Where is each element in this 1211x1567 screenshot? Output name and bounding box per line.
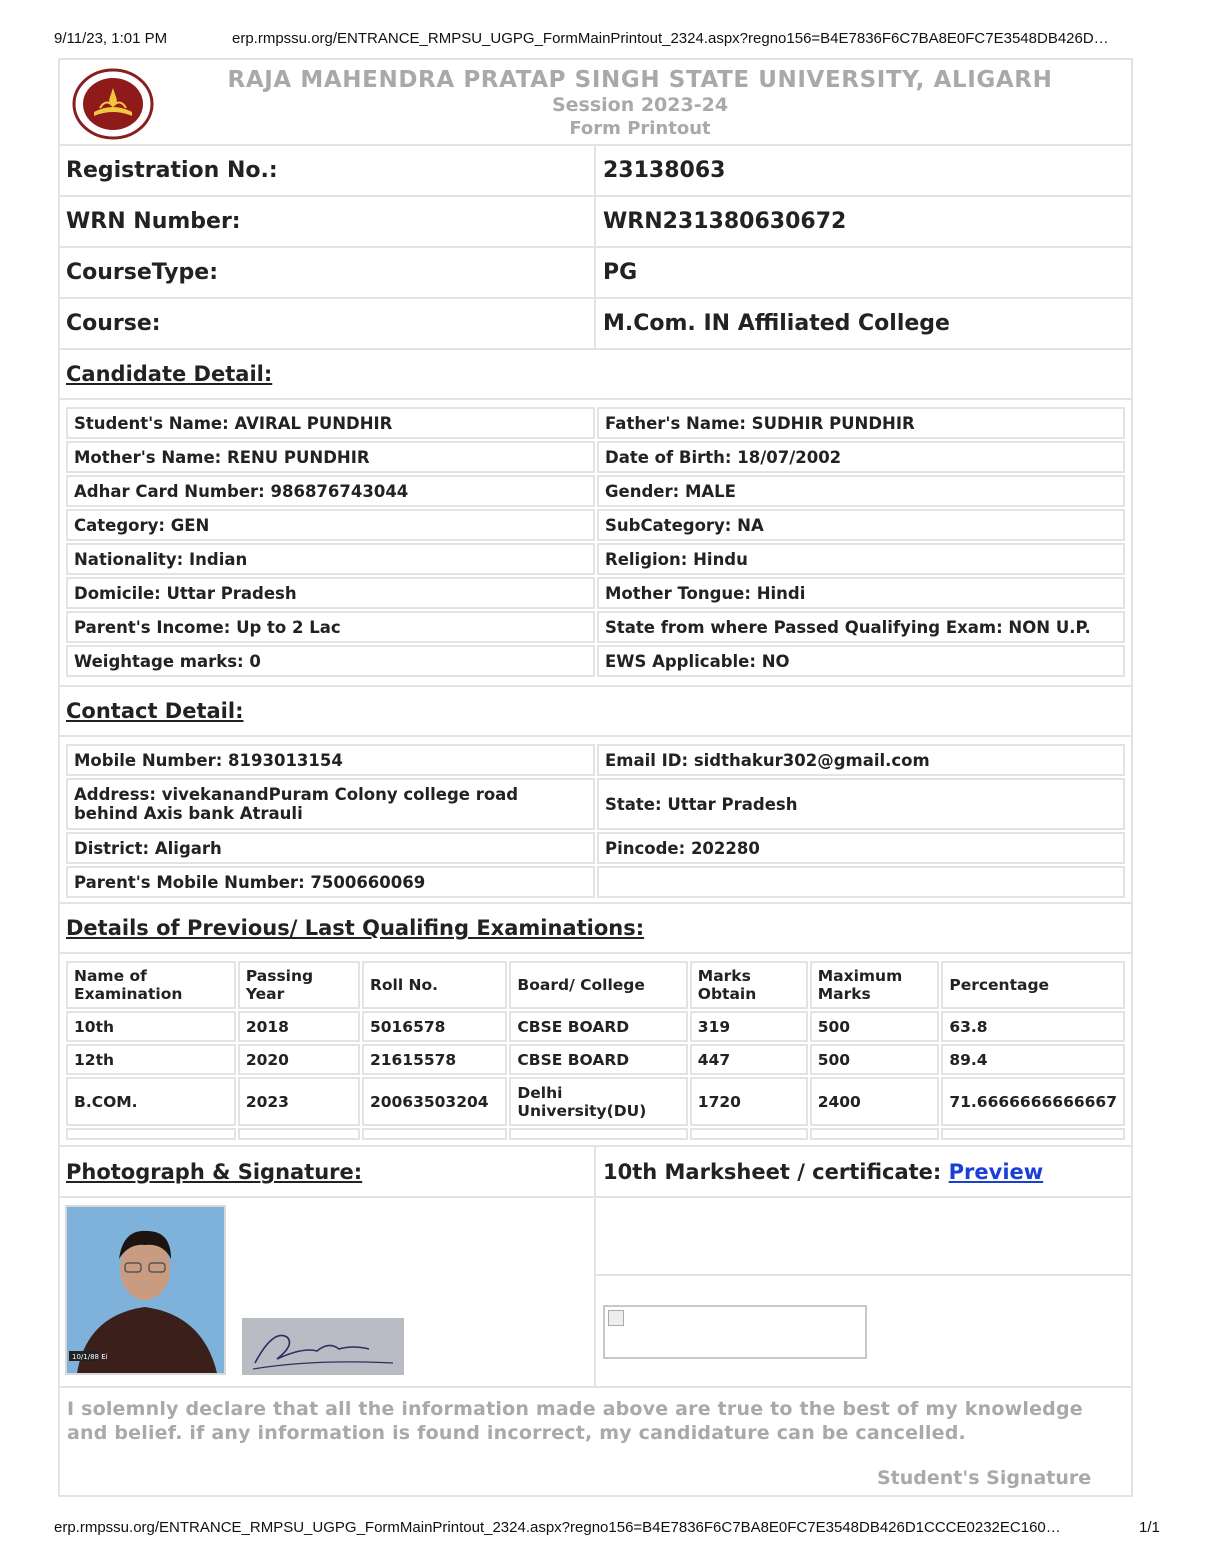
col-maximum-marks: Maximum Marks	[810, 961, 940, 1009]
student-name: Student's Name: AVIRAL PUNDHIR	[66, 407, 595, 439]
passing-year: 2023	[238, 1077, 360, 1126]
table-row	[66, 645, 1125, 677]
course-type-row	[60, 248, 1131, 299]
print-timestamp: 9/11/23, 1:01 PM	[54, 30, 168, 47]
exams-section-title: Details of Previous/ Last Qualifing Examinations:	[66, 916, 645, 940]
candidate-photo	[65, 1205, 226, 1375]
signature-icon	[243, 1319, 403, 1374]
roll-no: 20063503204	[362, 1077, 507, 1126]
mother-name: Mother's Name: RENU PUNDHIR	[66, 441, 595, 473]
mother-tongue: Mother Tongue: Hindi	[597, 577, 1125, 609]
table-row	[66, 1077, 1125, 1126]
father-name: Father's Name: SUDHIR PUNDHIR	[597, 407, 1125, 439]
wrn-value: WRN231380630672	[603, 209, 847, 234]
preview-link[interactable]: Preview	[948, 1160, 1044, 1184]
university-name: RAJA MAHENDRA PRATAP SINGH STATE UNIVERSITY, ALIGARH	[227, 67, 1053, 93]
contact-section-title: Contact Detail:	[66, 699, 244, 723]
passing-year: 2018	[238, 1011, 360, 1042]
photo-caption: 10/1/88 Ei	[72, 1353, 108, 1361]
subcategory: SubCategory: NA	[597, 509, 1125, 541]
marks-obtain: 319	[690, 1011, 808, 1042]
marksheet-label: 10th Marksheet / certificate:	[603, 1160, 942, 1184]
empty-cell	[690, 1128, 808, 1140]
parent-income: Parent's Income: Up to 2 Lac	[66, 611, 595, 643]
col-passing-year: Passing Year	[238, 961, 360, 1009]
board: CBSE BOARD	[509, 1011, 687, 1042]
table-header-row	[66, 961, 1125, 1009]
course-row	[60, 299, 1131, 350]
candidate-section-header	[60, 350, 1131, 400]
ews-applicable: EWS Applicable: NO	[597, 645, 1125, 677]
table-row	[66, 1011, 1125, 1042]
course-type-label: CourseType:	[60, 248, 596, 297]
photo-title-cell	[60, 1147, 596, 1196]
empty-cell	[941, 1128, 1125, 1140]
table-row	[66, 475, 1125, 507]
col-board: Board/ College	[509, 961, 687, 1009]
wrn-label: WRN Number:	[60, 197, 596, 246]
religion: Religion: Hindu	[597, 543, 1125, 575]
weightage-marks: Weightage marks: 0	[66, 645, 595, 677]
photo-section-title: Photograph & Signature:	[66, 1160, 363, 1184]
photo-signature-area	[60, 1198, 1131, 1388]
marksheet-image	[603, 1305, 867, 1359]
maximum-marks: 500	[810, 1044, 940, 1075]
board: CBSE BOARD	[509, 1044, 687, 1075]
email-id: Email ID: sidthakur302@gmail.com	[597, 744, 1125, 776]
empty-cell	[66, 1128, 236, 1140]
exams-table	[64, 959, 1127, 1142]
photo-signature-cell	[60, 1198, 596, 1386]
registration-row	[60, 146, 1131, 197]
empty-cell	[509, 1128, 687, 1140]
gender: Gender: MALE	[597, 475, 1125, 507]
table-row	[66, 778, 1125, 830]
table-row	[66, 832, 1125, 864]
percentage: 63.8	[941, 1011, 1125, 1042]
photo-section-header	[60, 1147, 1131, 1198]
form-printout	[58, 58, 1133, 1497]
empty-cell	[238, 1128, 360, 1140]
table-row	[66, 441, 1125, 473]
candidate-details	[60, 400, 1131, 687]
col-roll-no: Roll No.	[362, 961, 507, 1009]
parent-mobile: Parent's Mobile Number: 7500660069	[66, 866, 595, 898]
col-marks-obtain: Marks Obtain	[690, 961, 808, 1009]
form-printout-label: Form Printout	[569, 118, 711, 139]
contact-details	[60, 737, 1131, 904]
print-header	[0, 30, 1211, 50]
col-name-of-exam: Name of Examination	[66, 961, 236, 1009]
print-footer	[0, 1519, 1211, 1539]
roll-no: 21615578	[362, 1044, 507, 1075]
maximum-marks: 2400	[810, 1077, 940, 1126]
district: District: Aligarh	[66, 832, 595, 864]
board: Delhi University(DU)	[509, 1077, 687, 1126]
table-row	[66, 1044, 1125, 1075]
percentage: 71.6666666666667	[941, 1077, 1125, 1126]
table-row	[66, 543, 1125, 575]
exam-name: 10th	[66, 1011, 236, 1042]
registration-label: Registration No.:	[60, 146, 596, 195]
maximum-marks: 500	[810, 1011, 940, 1042]
declaration-text: I solemnly declare that all the information made above are true to the best of my knowledge and belief. if any information is found incorrect, my candidature can be cancelled.	[67, 1398, 1083, 1444]
page-count: 1/1	[1139, 1519, 1160, 1536]
col-percentage: Percentage	[941, 961, 1125, 1009]
course-label: Course:	[60, 299, 596, 348]
marks-obtain: 447	[690, 1044, 808, 1075]
broken-image-icon	[608, 1310, 624, 1326]
contact-section-header	[60, 687, 1131, 737]
empty-cell	[362, 1128, 507, 1140]
candidate-section-title: Candidate Detail:	[66, 362, 273, 386]
marksheet-preview-top	[596, 1198, 1131, 1276]
contact-table	[64, 742, 1127, 900]
print-footer-url: erp.rmpssu.org/ENTRANCE_RMPSU_UGPG_FormMainPrintout_2324.aspx?regno156=B4E7836F6C7BA8E0FC7E3548DB426D1CCCE0232EC160…	[54, 1519, 1061, 1536]
percentage: 89.4	[941, 1044, 1125, 1075]
person-icon	[67, 1207, 224, 1373]
passing-year: 2020	[238, 1044, 360, 1075]
marks-obtain: 1720	[690, 1077, 808, 1126]
pincode: Pincode: 202280	[597, 832, 1125, 864]
candidate-table	[64, 405, 1127, 679]
exams-details	[60, 954, 1131, 1147]
domicile: Domicile: Uttar Pradesh	[66, 577, 595, 609]
state: State: Uttar Pradesh	[597, 778, 1125, 830]
session-label: Session 2023-24	[551, 94, 729, 116]
date-of-birth: Date of Birth: 18/07/2002	[597, 441, 1125, 473]
table-row	[66, 611, 1125, 643]
table-row	[66, 744, 1125, 776]
exam-name: B.COM.	[66, 1077, 236, 1126]
adhar-number: Adhar Card Number: 986876743044	[66, 475, 595, 507]
print-header-url: erp.rmpssu.org/ENTRANCE_RMPSU_UGPG_FormMainPrintout_2324.aspx?regno156=B4E7836F6C7BA8E0FC7E3548DB426D…	[232, 30, 1109, 47]
category: Category: GEN	[66, 509, 595, 541]
student-signature-label: Student's Signature	[877, 1467, 1092, 1489]
university-header	[60, 60, 1131, 146]
nationality: Nationality: Indian	[66, 543, 595, 575]
candidate-signature	[242, 1318, 404, 1375]
qualifying-state: State from where Passed Qualifying Exam: NON U.P.	[597, 611, 1125, 643]
exam-name: 12th	[66, 1044, 236, 1075]
table-row	[66, 407, 1125, 439]
exams-section-header	[60, 904, 1131, 954]
course-value: M.Com. IN Affiliated College	[603, 311, 950, 336]
table-row	[66, 866, 1125, 898]
marksheet-cell	[603, 1160, 1043, 1184]
table-row-empty	[66, 1128, 1125, 1140]
course-type-value: PG	[603, 260, 638, 285]
mobile-number: Mobile Number: 8193013154	[66, 744, 595, 776]
address: Address: vivekanandPuram Colony college road behind Axis bank Atrauli	[66, 778, 595, 830]
table-row	[66, 577, 1125, 609]
registration-value: 23138063	[603, 158, 726, 183]
empty-cell	[810, 1128, 940, 1140]
table-row	[66, 509, 1125, 541]
empty-cell	[597, 866, 1125, 898]
wrn-row	[60, 197, 1131, 248]
roll-no: 5016578	[362, 1011, 507, 1042]
